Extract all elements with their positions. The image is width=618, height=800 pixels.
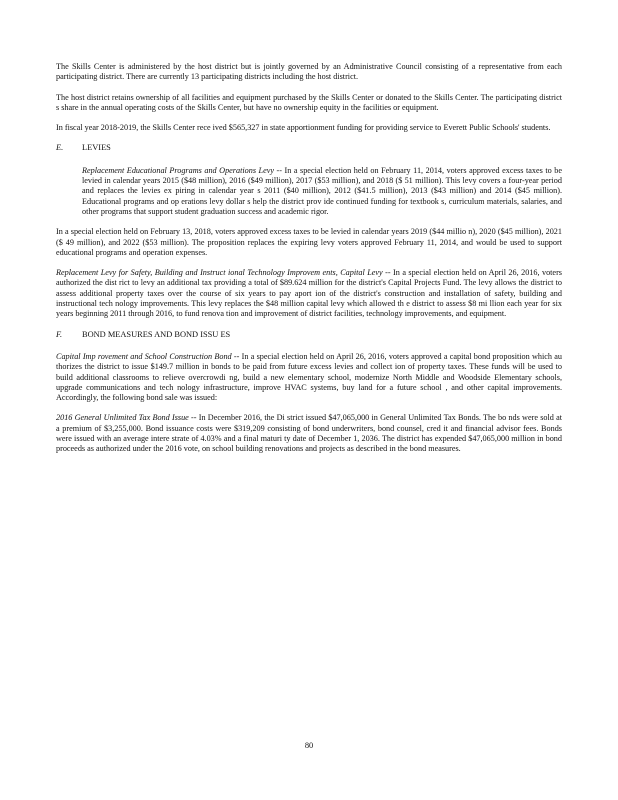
levy-replacement-educational-body: -- In a special election held on February 11, 2014, voters approved excess taxes to be levied in calendar years 2015 ($48 million), 2016 ($49 million), 2017 ($53 million), and 2018 ($ 51 million). This levy covers a four-year period and replaces the levies ex piring in calendar year s 2011 ($40 million), 2012 ($41.5 million), 2013 ($43 million) and 2014 ($45 million). Educational programs and op erations levy dollar s help the district prov ide continued funding for textbook s, curriculum materials, salaries, and other programs that support student graduation success and academic rigor.: [82, 165, 562, 216]
paragraph-skills-center-funding: In fiscal year 2018-2019, the Skills Center rece ived $565,327 in state apportionment funding for providing service to Everett Public Schools' students.: [56, 123, 551, 133]
levy-replacement-educational-title: Replacement Educational Programs and Operations Levy: [82, 165, 274, 175]
bond-issue-2016-title: 2016 General Unlimited Tax Bond Issue: [56, 413, 189, 423]
paragraph-levy-2018-election: In a special election held on February 13, 2018, voters approved excess taxes to be levied in calendar years 2019 ($44 millio n), 2020 ($45 million), 2021 ($ 49 million), and 2022 ($53 million). The proposition replaces the expiring levy voters approved February 11, 2014, and would be used to support educational programs and operation expenses.: [56, 227, 562, 257]
section-f-heading: [56, 330, 562, 340]
paragraph-capital-bond: [56, 352, 562, 403]
section-f-letter: F.: [56, 329, 63, 339]
paragraph-capital-levy: [56, 268, 562, 319]
paragraph-levy-replacement-educational: [82, 166, 562, 217]
bond-issue-2016-body: -- In December 2016, the Di strict issued $47,065,000 in General Unlimited Tax Bonds. The bo nds were sold at a premium of $3,255,000. Bond issuance costs were $319,209 consisting of bond underwriters, bond counsel, cred it and financial advisor fees. Bonds were issued with an average intere strate of 4.03% and a final maturi ty date of December 1, 2036. The district has expended $47,065,000 million in bond proceeds as authorized under the 2016 vote, on school building renovations and projects as described in the bond measures.: [56, 413, 562, 454]
section-e-letter: E.: [56, 143, 64, 153]
paragraph-skills-center-ownership: The host district retains ownership of all facilities and equipment purchased by the Skills Center or donated to the Skills Center. The participating district s share in the annual operating costs of the Skills Center, but have no ownership equity in the facilities or equipment.: [56, 92, 562, 112]
capital-levy-title: Replacement Levy for Safety, Building and Instruct ional Technology Improvem ents, Capital Levy: [56, 268, 383, 278]
paragraph-2016-bond-issue: [56, 413, 562, 454]
paragraph-skills-center-governance: The Skills Center is administered by the host district but is jointly governed by an Administrative Council consisting of a representative from each participating district. There are currently 13 participating districts including the host district.: [56, 62, 562, 82]
section-f-title: BOND MEASURES AND BOND ISSU ES: [82, 329, 231, 339]
section-e-title: LEVIES: [82, 143, 111, 153]
document-page: [56, 62, 562, 465]
section-e-heading: [56, 143, 562, 153]
capital-bond-title: Capital Imp rovement and School Construction Bond: [56, 351, 232, 361]
capital-levy-body: -- In a special election held on April 26, 2016, voters authorized the dist rict to levy an additional tax providing a total of $89.624 million for the district's Capital Projects Fund. The levy allows the district to assess additional property taxes over the course of six years to pay aport ion of the district's construction and installation of safety, building and instructional tech nology improvements. This levy replaces the $48 million capital levy which allowed th e district to assess $8 mi llion each year for six years beginning 2011 through 2016, to fund renova tion and improvement of district facilities, technology improvements, and equipment.: [56, 268, 562, 319]
page-number: 80: [304, 741, 314, 750]
capital-bond-body: -- In a special election held on April 26, 2016, voters approved a capital bond proposition which au thorizes the district to issue $149.7 million in bonds to be paid from future excess levies and collect ion of property taxes. These funds will be used to build additional classrooms to relieve overcrowdi ng, build a new elementary school, modernize North Middle and Woodside Elementary schools, upgrade communications and tech nology infrastructure, improve HVAC systems, buy land for a future school , and other capital improvements. Accordingly, the following bond sale was issued:: [56, 351, 562, 403]
